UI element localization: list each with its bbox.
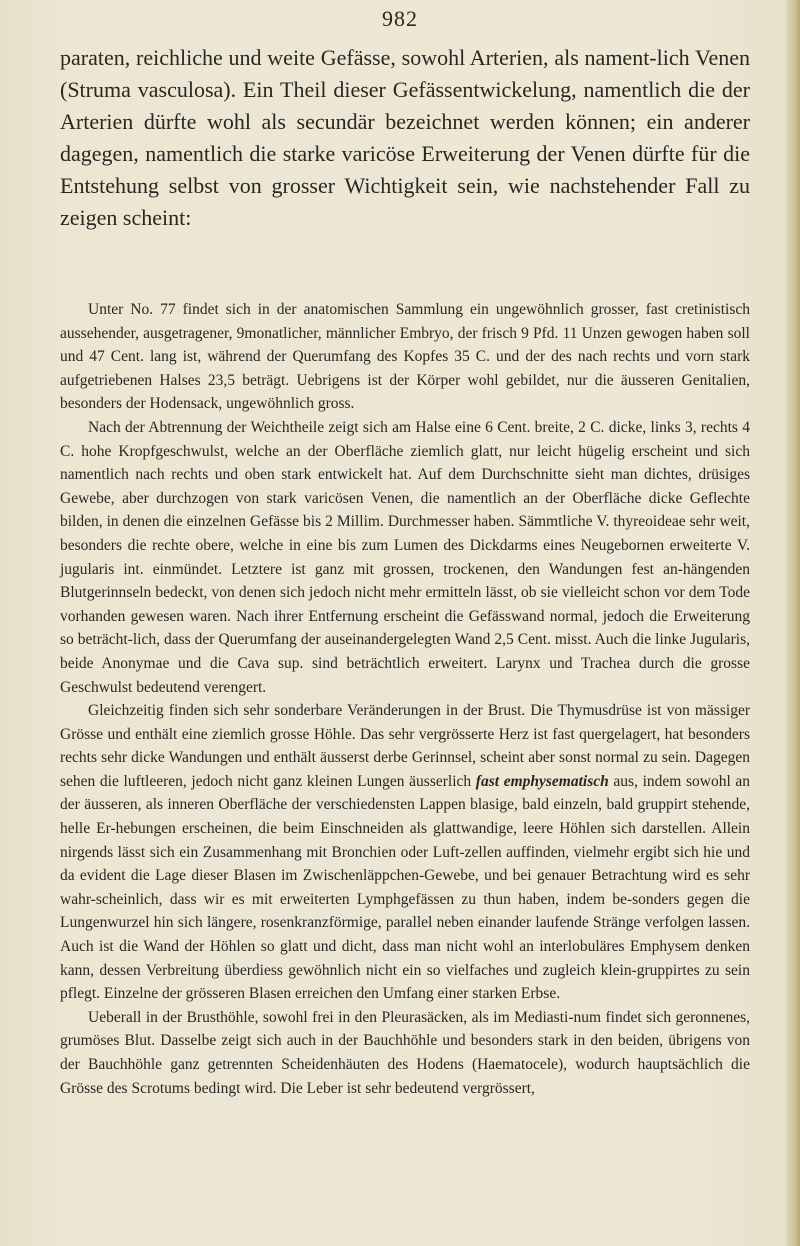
- page-number: 982: [382, 6, 418, 31]
- page-edge: [786, 0, 800, 1246]
- paragraph-blood: Ueberall in der Brusthöhle, sowohl frei in den Pleurasäcken, als im Mediasti-num findet sich geronnenes, grumöses Blut. Dasselbe zeigt sich auch in der Bauchhöhle und besonders stark in den beiden, übrigens von der Bauchhöhle ganz getrennten Scheidenhäuten des Hodens (Haematocele), wodurch hauptsächlich die Grösse des Scrotums bedingt wird. Die Leber ist sehr bedeutend vergrössert,: [60, 1008, 750, 1097]
- paragraph-specimen: Unter No. 77 findet sich in der anatomischen Sammlung ein ungewöhnlich grosser, fast cretinistisch aussehender, ausgetragener, 9monatlicher, männlicher Embryo, der frisch 9 Pfd. 11 Unzen gewogen haben soll und 47 Cent. lang ist, während der Querumfang des Kopfes 35 C. und der des nach rechts und vorn stark aufgetriebenen Halses 23,5 beträgt. Uebrigens ist der Körper wohl gebildet, nur die äusseren Genitalien, besonders der Hodensack, ungewöhnlich gross.: [60, 301, 750, 413]
- paragraph-neck: Nach der Abtrennung der Weichtheile zeigt sich am Halse eine 6 Cent. breite, 2 C. dicke, links 3, rechts 4 C. hohe Kropfgeschwulst, welche an der Oberfläche ziemlich glatt, nur leicht hügelig erscheint und sich namentlich nach rechts und oben stark entwickelt hat. Auf dem Durchschnitte sieht man dichtes, drüsiges Gewebe, aber durchzogen von stark varicösen Venen, die namentlich an der Oberfläche dicke Geflechte bilden, in denen die einzelnen Gefässe bis 2 Millim. Durchmesser haben. Sämmtliche V. thyreoideae sehr weit, besonders die rechte obere, welche in eine bis zum Lumen des Dickdarms eines Neugebornen erweiterte V. jugularis int. einmündet. Letztere ist ganz mit grossen, trockenen, den Wandungen fest an-hängenden Blutgerinnseln bedeckt, von denen sich jedoch nicht mehr ermitteln lässt, ob sie vielleicht schon vor dem Tode vorhanden gewesen waren. Nach ihrer Entfernung erscheint die Gefässwand normal, jedoch die Erweiterung so beträcht-lich, dass der Querumfang der auseinandergelegten Wand 2,5 Cent. misst. Auch die linke Jugularis, beide Anonymae und die Cava sup. sind beträchtlich erweitert. Larynx und Trachea durch die grosse Geschwulst bedeutend verengert.: [60, 418, 750, 696]
- paragraph-chest-part2: aus, indem sowohl an der äusseren, als inneren Oberfläche der verschiedensten Lappen blasige, bald einzeln, bald gruppirt stehende, helle Er-hebungen erscheinen, die beim Einschneiden als glattwandige, leere Höhlen sich darstellen. Allein nirgends lässt sich ein Zusammenhang mit Bronchien oder Luft-zellen auffinden, vielmehr ergibt sich hie und da evident die Lage dieser Blasen im Zwischenläppchen-Gewebe, und bei genauer Betrachtung wird es sehr wahr-scheinlich, dass wir es mit erweiterten Lymphgefässen zu thun haben, indem be-sonders gegen die Lungenwurzel hin sich längere, rosenkranzförmige, parallel neben einander laufende Stränge verfolgen lassen. Auch ist die Wand der Höhlen so glatt und dicht, dass man nicht wohl an interlobuläres Emphysem denken kann, dessen Verbreitung überdiess gewöhnlich nicht ein so vielfaches und zugleich klein-gruppirtes zu sein pflegt. Einzelne der grösseren Blasen erreichen den Umfang einer starken Erbse.: [60, 772, 751, 1003]
- paragraph-chest-part1: Gleichzeitig finden sich sehr sonderbare Veränderungen in der Brust. Die Thymusdrüse ist von mässiger Grösse und enthält eine ziemlich grosse Höhle. Das sehr vergrösserte Herz ist fast quergelagert, hat besonders rechts sehr dicke Wandungen und enthält äusserst derbe Gerinnsel, scheint aber sonst normal zu sein. Dagegen sehen die luftleeren, jedoch nicht ganz kleinen Lungen äusserlich: [60, 702, 750, 790]
- case-report: [60, 298, 750, 1100]
- paragraph-chest: [60, 699, 750, 1006]
- intro-paragraph: paraten, reichliche und weite Gefässe, sowohl Arterien, als nament-lich Venen (Struma vasculosa). Ein Theil dieser Gefässentwickelung, namentlich die der Arterien dürfte wohl als secundär bezeichnet werden können; ein anderer dagegen, namentlich die starke varicöse Erweiterung der Venen dürfte für die Entstehung selbst von grosser Wichtigkeit sein, wie nachstehender Fall zu zeigen scheint:: [60, 45, 750, 230]
- emphasis-text: fast emphysematisch: [475, 772, 609, 790]
